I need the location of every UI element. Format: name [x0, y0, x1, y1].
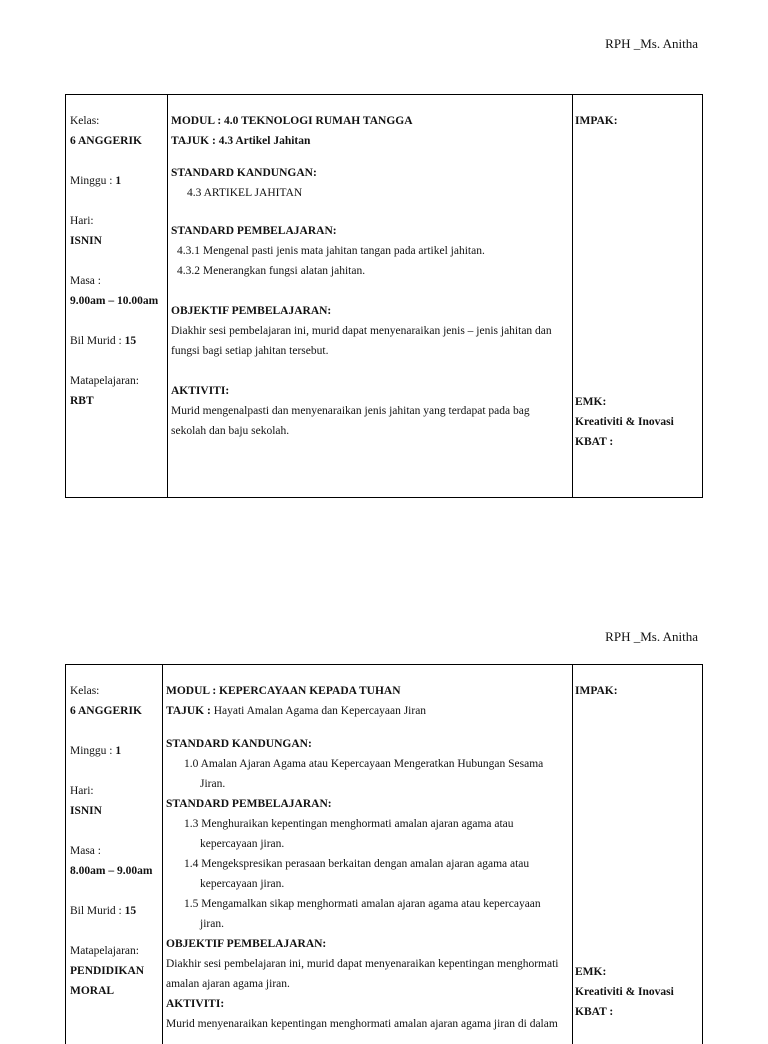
tajuk-label: TAJUK : — [166, 705, 214, 717]
aktiviti-heading: AKTIVITI: — [171, 385, 230, 397]
kelas-label: Kelas: — [70, 115, 100, 127]
objektif-line: Diakhir sesi pembelajaran ini, murid dapat menyenaraikan kepentingan menghormati — [166, 958, 559, 970]
kelas-label: Kelas: — [70, 685, 100, 697]
kelas-value: 6 ANGGERIK — [70, 705, 142, 717]
bil-murid-row — [70, 331, 167, 351]
hari-label: Hari: — [70, 215, 94, 227]
minggu-row — [70, 171, 167, 191]
matapelajaran-value-1: PENDIDIKAN — [70, 965, 145, 977]
objektif-heading: OBJEKTIF PEMBELAJARAN: — [166, 938, 327, 950]
aktiviti-line: sekolah dan baju sekolah. — [171, 425, 290, 437]
info-column — [66, 95, 168, 497]
sp-item: 4.3.2 Menerangkan fungsi alatan jahitan. — [177, 265, 366, 277]
standard-pembelajaran-heading: STANDARD PEMBELAJARAN: — [166, 798, 332, 810]
sp-line: 1.3 Menghuraikan kepentingan menghormati amalan ajaran agama atau — [184, 818, 514, 830]
tajuk-line — [166, 701, 572, 721]
page-header: RPH _Ms. Anitha — [605, 629, 698, 644]
aktiviti-heading: AKTIVITI: — [166, 998, 225, 1010]
aktiviti-line: Murid menyenaraikan kepentingan menghormati amalan ajaran agama jiran di dalam — [166, 1018, 558, 1030]
masa-value: 8.00am – 9.00am — [70, 865, 153, 877]
sk-line: 1.0 Amalan Ajaran Agama atau Kepercayaan Mengeratkan Hubungan Sesama — [184, 758, 544, 770]
modul-line: MODUL : 4.0 TEKNOLOGI RUMAH TANGGA — [171, 115, 413, 127]
sp-line: kepercayaan jiran. — [200, 878, 285, 890]
bil-murid-value: 15 — [124, 905, 137, 917]
sp-line: 1.5 Mengamalkan sikap menghormati amalan ajaran agama atau kepercayaan — [184, 898, 541, 910]
modul-line: MODUL : KEPERCAYAAN KEPADA TUHAN — [166, 685, 401, 697]
hari-value: ISNIN — [70, 805, 102, 817]
masa-label: Masa : — [70, 845, 101, 857]
standard-kandungan-heading: STANDARD KANDUNGAN: — [166, 738, 312, 750]
impact-column — [571, 95, 702, 497]
hari-label: Hari: — [70, 785, 94, 797]
kbat-label: KBAT : — [575, 436, 614, 448]
content-column — [162, 665, 573, 1044]
aktiviti-line: Murid mengenalpasti dan menyenaraikan jenis jahitan yang terdapat pada bag — [171, 405, 530, 417]
lesson-plan-table — [65, 664, 703, 1044]
kbat-label: KBAT : — [575, 1006, 614, 1018]
objektif-heading: OBJEKTIF PEMBELAJARAN: — [171, 305, 332, 317]
impak-label: IMPAK: — [575, 115, 618, 127]
bil-murid-label: Bil Murid : — [70, 905, 125, 917]
content-column — [167, 95, 573, 497]
emk-value: Kreativiti & Inovasi — [575, 416, 674, 428]
minggu-label: Minggu : — [70, 175, 116, 187]
kelas-value: 6 ANGGERIK — [70, 135, 142, 147]
tajuk-value: Hayati Amalan Agama dan Kepercayaan Jiran — [213, 705, 427, 717]
emk-value: Kreativiti & Inovasi — [575, 986, 674, 998]
objektif-line: amalan ajaran agama jiran. — [166, 978, 290, 990]
minggu-label: Minggu : — [70, 745, 116, 757]
page-header: RPH _Ms. Anitha — [605, 36, 698, 51]
objektif-line: Diakhir sesi pembelajaran ini, murid dapat menyenaraikan jenis – jenis jahitan dan — [171, 325, 552, 337]
lesson-plan-table — [65, 94, 703, 498]
emk-label: EMK: — [575, 396, 607, 408]
standard-kandungan-heading: STANDARD KANDUNGAN: — [171, 167, 317, 179]
hari-value: ISNIN — [70, 235, 102, 247]
objektif-line: fungsi bagi setiap jahitan tersebut. — [171, 345, 329, 357]
bil-murid-row — [70, 901, 162, 921]
minggu-row — [70, 741, 162, 761]
minggu-value: 1 — [115, 745, 122, 757]
bil-murid-label: Bil Murid : — [70, 335, 125, 347]
masa-value: 9.00am – 10.00am — [70, 295, 159, 307]
impak-label: IMPAK: — [575, 685, 618, 697]
sp-line: jiran. — [200, 918, 224, 930]
minggu-value: 1 — [115, 175, 122, 187]
sp-line: kepercayaan jiran. — [200, 838, 285, 850]
matapelajaran-label: Matapelajaran: — [70, 375, 139, 387]
impact-column — [571, 665, 702, 1044]
matapelajaran-value: RBT — [70, 395, 94, 407]
emk-label: EMK: — [575, 966, 607, 978]
matapelajaran-label: Matapelajaran: — [70, 945, 139, 957]
tajuk-line: TAJUK : 4.3 Artikel Jahitan — [171, 135, 311, 147]
sp-item: 4.3.1 Mengenal pasti jenis mata jahitan tangan pada artikel jahitan. — [177, 245, 485, 257]
info-column — [66, 665, 163, 1044]
masa-label: Masa : — [70, 275, 101, 287]
sp-line: 1.4 Mengekspresikan perasaan berkaitan dengan amalan ajaran agama atau — [184, 858, 530, 870]
standard-kandungan-item: 4.3 ARTIKEL JAHITAN — [187, 187, 303, 199]
sk-line: Jiran. — [200, 778, 226, 790]
matapelajaran-value-2: MORAL — [70, 985, 115, 997]
bil-murid-value: 15 — [124, 335, 137, 347]
standard-pembelajaran-heading: STANDARD PEMBELAJARAN: — [171, 225, 337, 237]
